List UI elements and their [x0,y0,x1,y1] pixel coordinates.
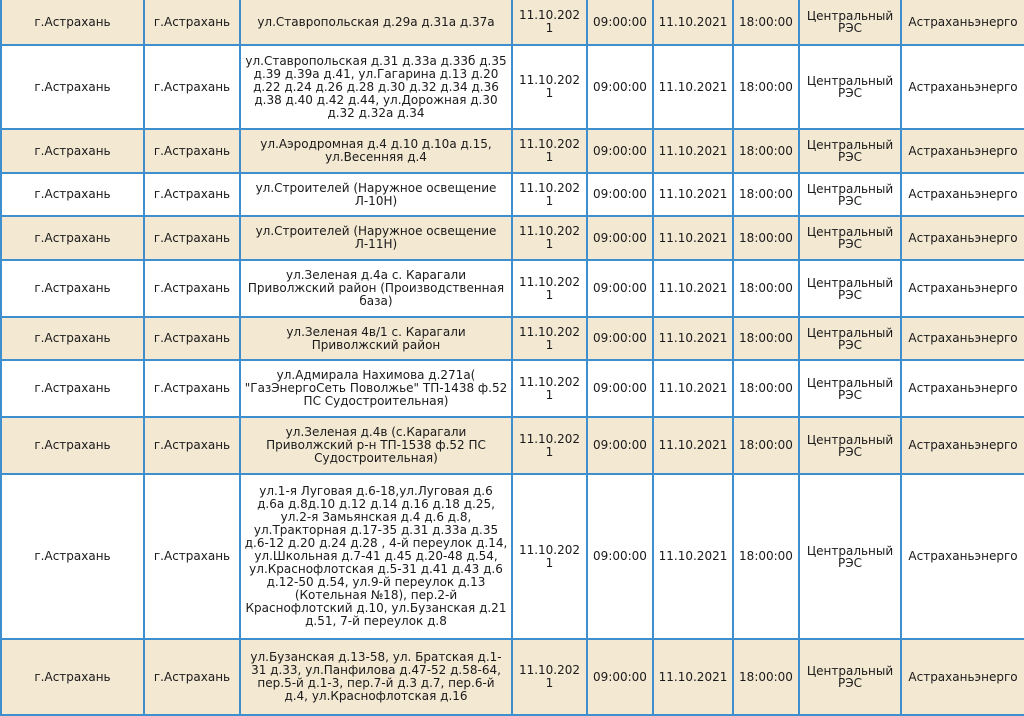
start-date-cell: 11.10.2021 [512,417,587,474]
start-date-cell: 11.10.2021 [512,317,587,360]
res-cell: Центральный РЭС [799,417,901,474]
city-cell: г.Астрахань [1,129,144,173]
city-cell: г.Астрахань [1,317,144,360]
organization-cell: Астраханьэнерго [901,0,1024,45]
end-date-cell: 11.10.2021 [653,360,733,417]
end-time-cell: 18:00:00 [733,639,799,715]
start-date-cell: 11.10.2021 [512,260,587,317]
address-cell: ул.Ставропольская д.29а д.31а д.37а [240,0,512,45]
city-cell: г.Астрахань [1,216,144,260]
end-time-cell: 18:00:00 [733,216,799,260]
address-cell: ул.Бузанская д.13-58, ул. Братская д.1-31 д.33, ул.Панфилова д.47-52 д.58-64, пер.5-й д.1-3, пер.7-й д.3 д.7, пер.6-й д.4, ул.Краснофлотская д.16 [240,639,512,715]
city-cell: г.Астрахань [1,360,144,417]
address-cell: ул.Аэродромная д.4 д.10 д.10а д.15, ул.Весенняя д.4 [240,129,512,173]
start-time-cell: 09:00:00 [587,216,653,260]
res-cell: Центральный РЭС [799,639,901,715]
end-date-cell: 11.10.2021 [653,216,733,260]
end-time-cell: 18:00:00 [733,173,799,216]
city-cell: г.Астрахань [1,260,144,317]
end-date-cell: 11.10.2021 [653,129,733,173]
end-time-cell: 18:00:00 [733,260,799,317]
end-date-cell: 11.10.2021 [653,45,733,129]
start-date-cell: 11.10.2021 [512,216,587,260]
city-cell: г.Астрахань [1,639,144,715]
start-date-cell: 11.10.2021 [512,0,587,45]
city-cell: г.Астрахань [1,0,144,45]
city-cell: г.Астрахань [1,173,144,216]
res-cell: Центральный РЭС [799,317,901,360]
res-cell: Центральный РЭС [799,216,901,260]
end-time-cell: 18:00:00 [733,45,799,129]
organization-cell: Астраханьэнерго [901,216,1024,260]
address-cell: ул.Адмирала Нахимова д.271а( "ГазЭнергоСеть Поволжье" ТП-1438 ф.52 ПС Судостроительная) [240,360,512,417]
end-date-cell: 11.10.2021 [653,417,733,474]
table-row [1,129,1024,173]
table-row [1,474,1024,639]
start-date-cell: 11.10.2021 [512,45,587,129]
start-time-cell: 09:00:00 [587,0,653,45]
table-row [1,173,1024,216]
organization-cell: Астраханьэнерго [901,417,1024,474]
res-cell: Центральный РЭС [799,260,901,317]
organization-cell: Астраханьэнерго [901,129,1024,173]
organization-cell: Астраханьэнерго [901,45,1024,129]
end-time-cell: 18:00:00 [733,317,799,360]
end-time-cell: 18:00:00 [733,474,799,639]
end-time-cell: 18:00:00 [733,360,799,417]
table-row [1,360,1024,417]
locality-cell: г.Астрахань [144,417,240,474]
start-time-cell: 09:00:00 [587,260,653,317]
end-date-cell: 11.10.2021 [653,317,733,360]
res-cell: Центральный РЭС [799,474,901,639]
table-row [1,639,1024,715]
table-row [1,317,1024,360]
start-date-cell: 11.10.2021 [512,173,587,216]
address-cell: ул.1-я Луговая д.6-18,ул.Луговая д.6 д.6а д.8д.10 д.12 д.14 д.16 д.18 д.25, ул.2-я Замьянская д.4 д.6 д.8, ул.Тракторная д.17-35 д.31 д.33а д.35 д.6-12 д.20 д.24 д.28 , 4-й переулок д.14, ул.Школьная д.7-41 д.45 д.20-48 д.54, ул.Краснофлотская д.5-31 д.41 д.43 д.6 д.12-50 д.54, ул.9-й переулок д.13 (Котельная №18), пер.2-й Краснофлотский д.10, ул.Бузанская д.21 д.51, 7-й переулок д.8 [240,474,512,639]
locality-cell: г.Астрахань [144,129,240,173]
locality-cell: г.Астрахань [144,317,240,360]
start-time-cell: 09:00:00 [587,45,653,129]
organization-cell: Астраханьэнерго [901,260,1024,317]
table-row [1,0,1024,45]
locality-cell: г.Астрахань [144,474,240,639]
end-date-cell: 11.10.2021 [653,0,733,45]
organization-cell: Астраханьэнерго [901,360,1024,417]
start-time-cell: 09:00:00 [587,360,653,417]
res-cell: Центральный РЭС [799,45,901,129]
organization-cell: Астраханьэнерго [901,317,1024,360]
organization-cell: Астраханьэнерго [901,474,1024,639]
end-time-cell: 18:00:00 [733,129,799,173]
res-cell: Центральный РЭС [799,360,901,417]
start-time-cell: 09:00:00 [587,317,653,360]
locality-cell: г.Астрахань [144,216,240,260]
table-row [1,417,1024,474]
end-date-cell: 11.10.2021 [653,474,733,639]
table-row [1,216,1024,260]
start-date-cell: 11.10.2021 [512,129,587,173]
start-time-cell: 09:00:00 [587,639,653,715]
address-cell: ул.Зеленая д.4а с. Карагали Приволжский район (Производственная база) [240,260,512,317]
start-date-cell: 11.10.2021 [512,474,587,639]
city-cell: г.Астрахань [1,45,144,129]
start-time-cell: 09:00:00 [587,173,653,216]
table-row [1,45,1024,129]
start-time-cell: 09:00:00 [587,129,653,173]
start-date-cell: 11.10.2021 [512,360,587,417]
locality-cell: г.Астрахань [144,260,240,317]
city-cell: г.Астрахань [1,474,144,639]
address-cell: ул.Зеленая 4в/1 с. Карагали Приволжский район [240,317,512,360]
end-time-cell: 18:00:00 [733,417,799,474]
end-date-cell: 11.10.2021 [653,173,733,216]
locality-cell: г.Астрахань [144,639,240,715]
res-cell: Центральный РЭС [799,129,901,173]
organization-cell: Астраханьэнерго [901,173,1024,216]
end-date-cell: 11.10.2021 [653,260,733,317]
start-date-cell: 11.10.2021 [512,639,587,715]
locality-cell: г.Астрахань [144,45,240,129]
locality-cell: г.Астрахань [144,0,240,45]
address-cell: ул.Строителей (Наружное освещение Л-11Н) [240,216,512,260]
address-cell: ул.Строителей (Наружное освещение Л-10Н) [240,173,512,216]
address-cell: ул.Ставропольская д.31 д.33а д.33б д.35 д.39 д.39а д.41, ул.Гагарина д.13 д.20 д.22 д.24 д.26 д.28 д.30 д.32 д.34 д.36 д.38 д.40 д.42 д.44, ул.Дорожная д.30 д.32 д.32а д.34 [240,45,512,129]
start-time-cell: 09:00:00 [587,474,653,639]
locality-cell: г.Астрахань [144,360,240,417]
locality-cell: г.Астрахань [144,173,240,216]
address-cell: ул.Зеленая д.4в (с.Карагали Приволжский р-н ТП-1538 ф.52 ПС Судостроительная) [240,417,512,474]
city-cell: г.Астрахань [1,417,144,474]
res-cell: Центральный РЭС [799,0,901,45]
res-cell: Центральный РЭС [799,173,901,216]
table-row [1,260,1024,317]
end-time-cell: 18:00:00 [733,0,799,45]
organization-cell: Астраханьэнерго [901,639,1024,715]
end-date-cell: 11.10.2021 [653,639,733,715]
start-time-cell: 09:00:00 [587,417,653,474]
